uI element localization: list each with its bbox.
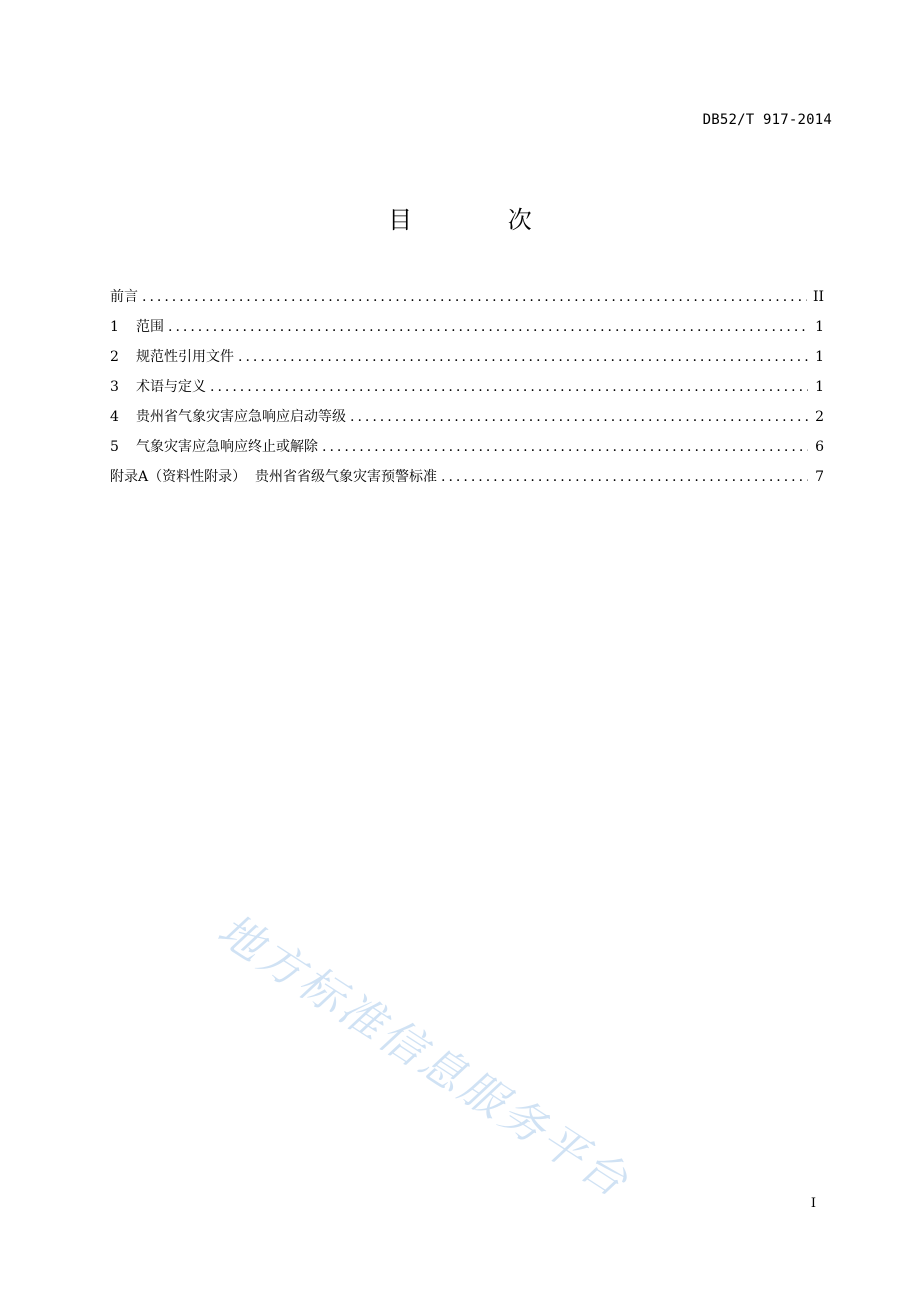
toc-entry-4[interactable] <box>110 398 824 428</box>
toc-dot-leader <box>350 406 808 428</box>
toc-entry-number: 1 <box>110 319 119 335</box>
toc-entry-5[interactable] <box>110 428 824 458</box>
toc-entry-page: II <box>812 289 824 305</box>
toc-entry-foreword[interactable] <box>110 278 824 308</box>
toc-entry-appendix-a[interactable] <box>110 458 824 488</box>
toc-entry-label: 规范性引用文件 <box>136 349 234 365</box>
toc-entry-label: 贵州省气象灾害应急响应启动等级 <box>136 409 346 425</box>
toc-entry-page: 1 <box>815 379 824 395</box>
toc-dot-leader <box>322 436 808 458</box>
page-number: I <box>810 1196 816 1211</box>
document-code: DB52/T 917-2014 <box>702 112 832 128</box>
toc-entry-number: 2 <box>110 349 119 365</box>
toc-entry-page: 6 <box>815 439 824 455</box>
toc-entry-2[interactable] <box>110 338 824 368</box>
toc-dot-leader <box>142 286 807 308</box>
toc-entry-label: 附录A（资料性附录） 贵州省省级气象灾害预警标准 <box>110 469 438 485</box>
toc-dot-leader <box>441 466 808 488</box>
toc-entry-page: 2 <box>815 409 824 425</box>
toc-entry-number: 4 <box>110 409 119 425</box>
toc-dot-leader <box>210 376 808 398</box>
toc-entry-label: 范围 <box>136 319 164 335</box>
toc-entry-number: 3 <box>110 379 119 395</box>
toc-entry-label: 气象灾害应急响应终止或解除 <box>136 439 318 455</box>
toc-entry-page: 1 <box>815 349 824 365</box>
toc-entry-1[interactable] <box>110 308 824 338</box>
toc-entry-page: 1 <box>815 319 824 335</box>
toc-entry-number: 5 <box>110 439 119 455</box>
toc-entry-3[interactable] <box>110 368 824 398</box>
table-of-contents <box>110 278 824 488</box>
toc-dot-leader <box>168 316 808 338</box>
toc-entry-label: 术语与定义 <box>136 379 206 395</box>
toc-entry-label: 前言 <box>110 289 138 305</box>
page-title: 目 次 <box>388 206 576 234</box>
watermark: 地方标准信息服务平台 <box>208 904 639 1209</box>
toc-dot-leader <box>238 346 808 368</box>
toc-entry-page: 7 <box>815 469 824 485</box>
